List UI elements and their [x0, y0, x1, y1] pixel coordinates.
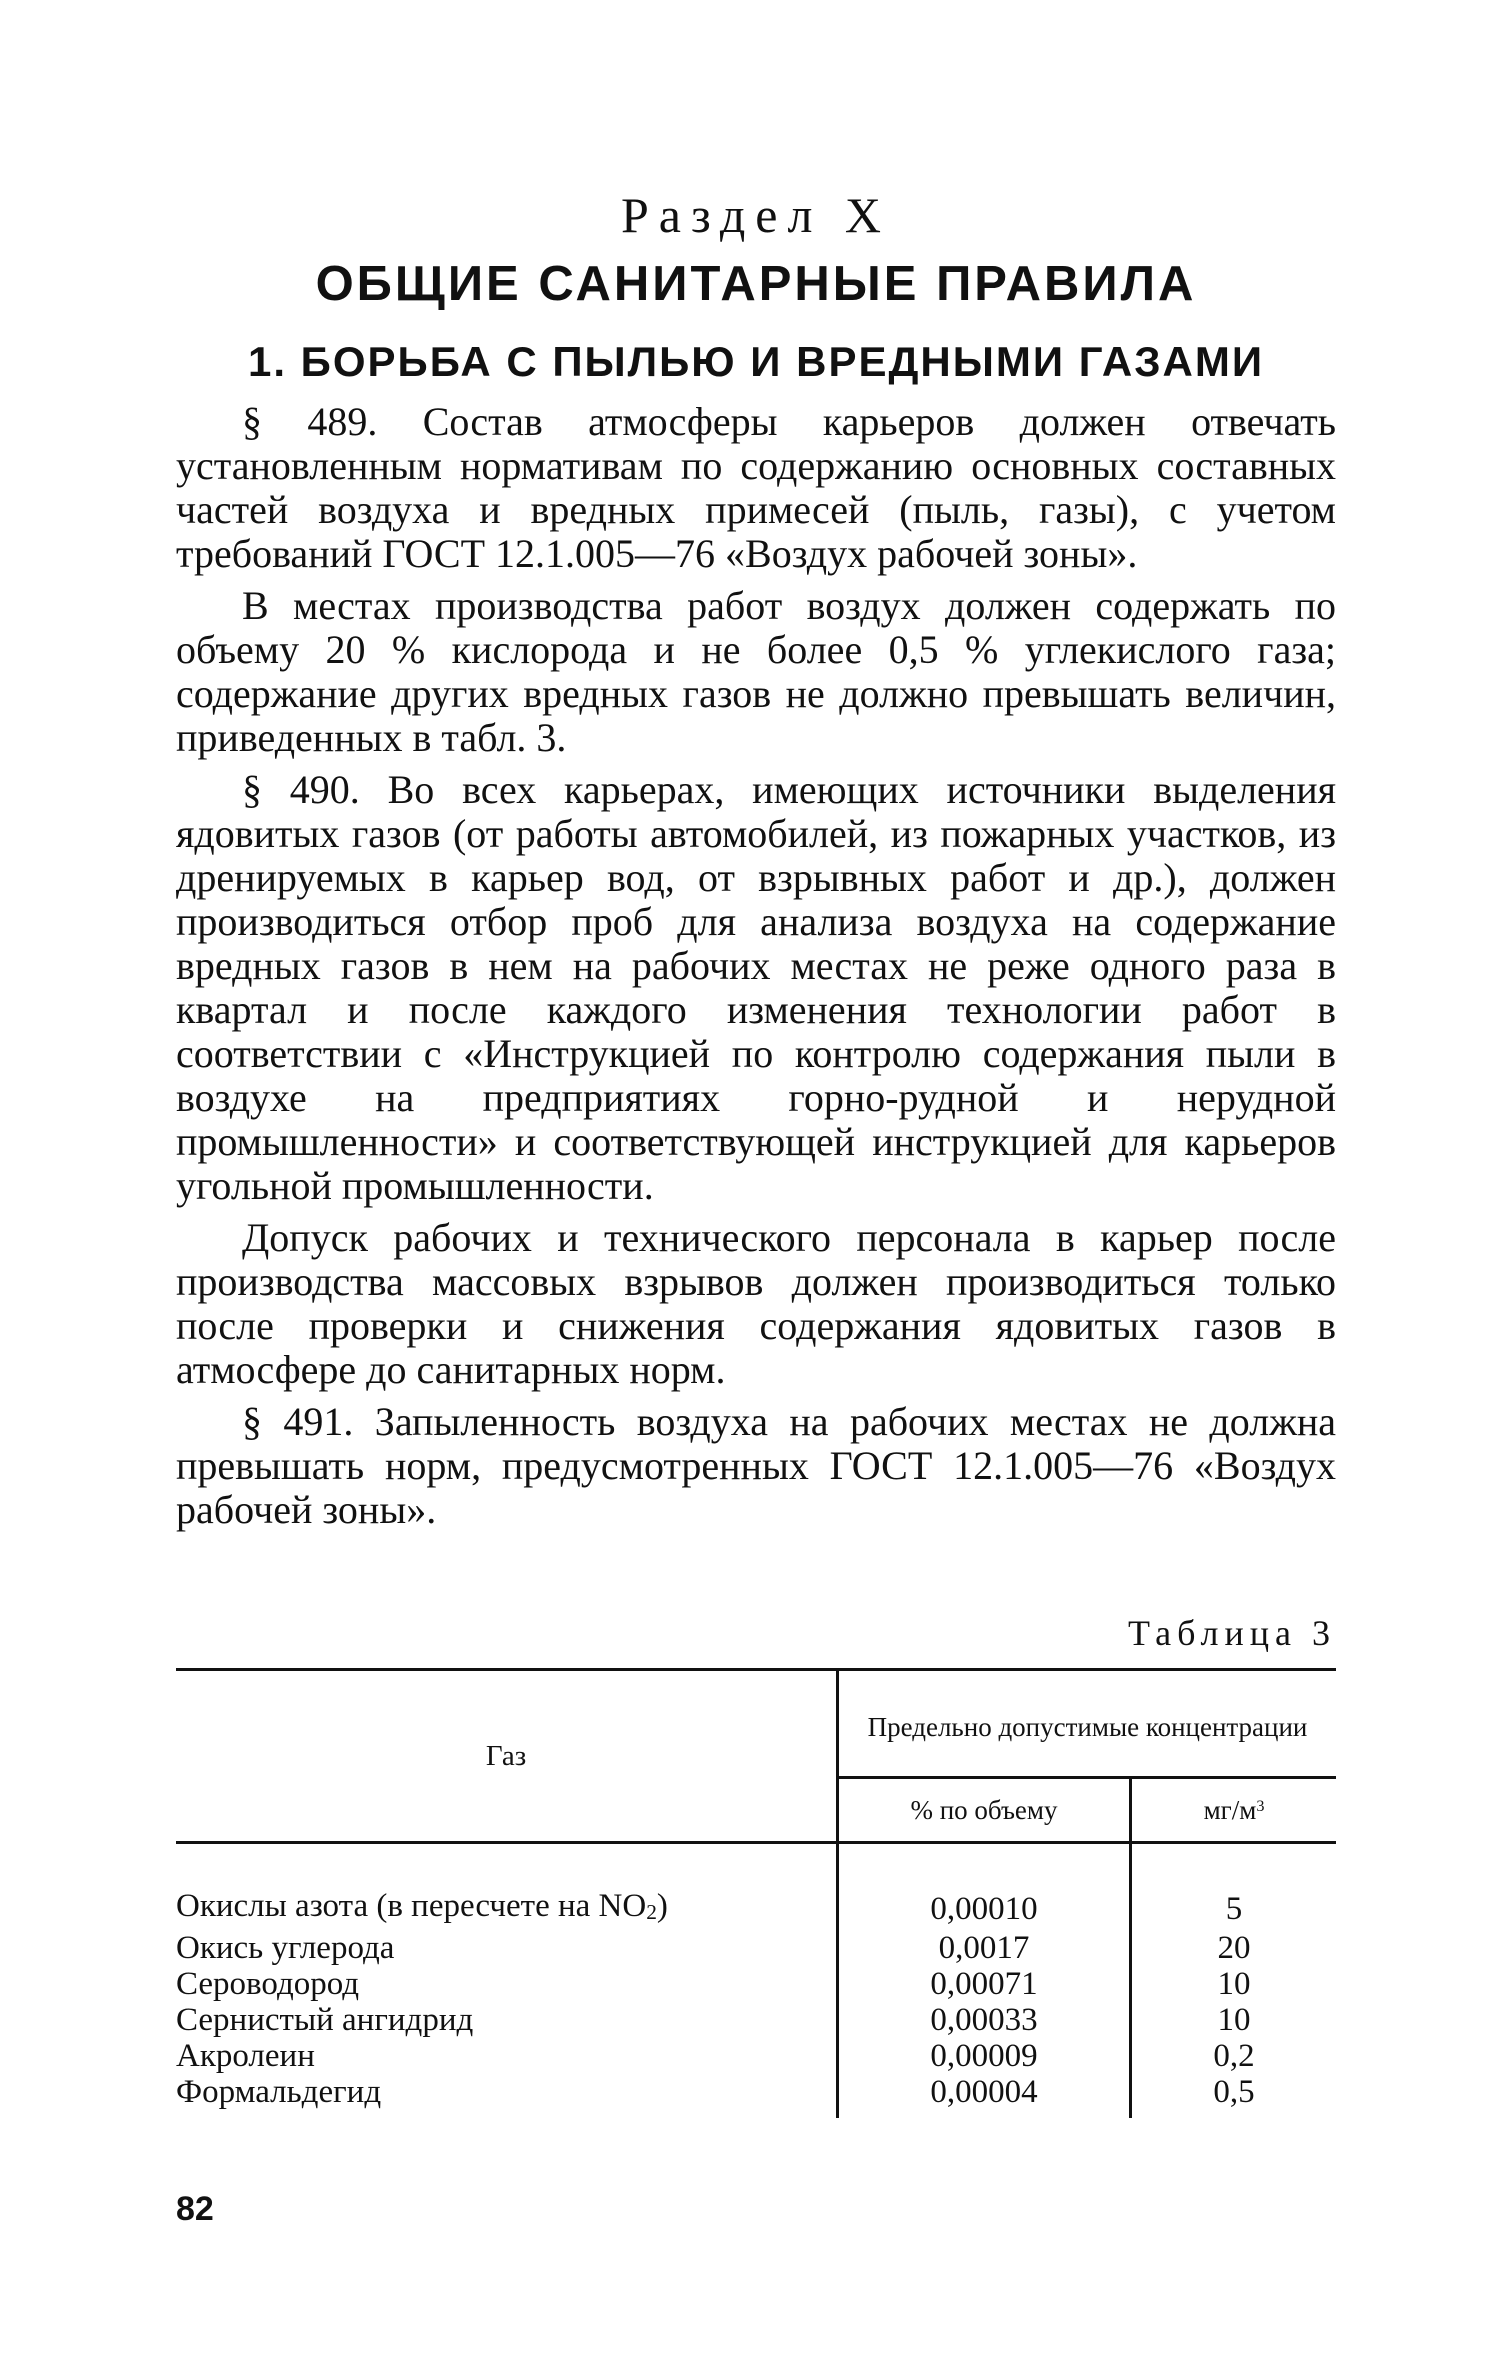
gas-name: Формальдегид — [176, 2074, 838, 2118]
body-text — [176, 400, 1336, 1540]
gas-name-tail: ) — [656, 1888, 668, 1924]
header-mg — [1131, 1778, 1337, 1843]
page-number: 82 — [176, 2190, 214, 2228]
mg-value: 5 — [1225, 1891, 1243, 1927]
volume-value: 0,00033 — [838, 2002, 1131, 2038]
mg-value: 10 — [1217, 1966, 1251, 2002]
table-row — [176, 2038, 1336, 2074]
chapter-subtitle: 1. БОРЬБА С ПЫЛЬЮ И ВРЕДНЫМИ ГАЗАМИ — [247, 338, 1265, 385]
mg-value: 20 — [1217, 1930, 1251, 1966]
table-caption: Таблица 3 — [1128, 1613, 1336, 1653]
header-gas: Газ — [176, 1670, 838, 1843]
header-mg-exponent: 3 — [1256, 1796, 1265, 1815]
volume-value: 0,00004 — [838, 2074, 1131, 2118]
gas-name: Сероводород — [176, 1966, 838, 2002]
mg-value: 10 — [1217, 2002, 1251, 2038]
volume-value: 0,00010 — [838, 1843, 1131, 1931]
header-limit: Предельно допустимые концентрации — [838, 1670, 1337, 1778]
gas-concentration-table — [176, 1668, 1336, 2118]
table-row — [176, 1843, 1336, 1931]
table-row — [176, 1966, 1336, 2002]
header-mg-unit: мг/м — [1203, 1794, 1257, 1825]
paragraph-491: § 491. Запыленность воздуха на рабочих местах не должна превышать норм, предусмотренных ГОСТ 12.1.005—76 «Воздух рабочей зоны». — [176, 1399, 1336, 1532]
gas-name: Окись углерода — [176, 1930, 838, 1966]
header-volume: % по объему — [838, 1778, 1131, 1843]
table-row — [176, 2002, 1336, 2038]
paragraph-oxygen-norms: В местах производства работ воздух должен содержать по объему 20 % кислорода и не более 0,5 % углекислого газа; содержание других вредных газов не должно превышать величин, приведенных в табл. 3. — [176, 583, 1336, 760]
paragraph-490: § 490. Во всех карьерах, имеющих источники выделения ядовитых газов (от работы автомобилей, из пожарных участков, из дренируемых в карьер вод, от взрывных работ и др.), должен производиться отбор проб для анализа воздуха на содержание вредных газов в нем на рабочих местах не реже одного раза в квартал и после каждого изменения технологии работ в соответствии с «Инструкцией по контролю содержания пыли в воздухе на предприятиях горно-рудной и нерудной промышленности» и соответствующей инструкцией для карьеров угольной промышленности. — [176, 767, 1336, 1208]
mg-value: 0,2 — [1213, 2038, 1255, 2074]
gas-name: Сернистый ангидрид — [176, 2002, 838, 2038]
section-label: Раздел X — [620, 187, 892, 243]
volume-value: 0,00009 — [838, 2038, 1131, 2074]
gas-name: Окислы азота (в пересчете на NO — [176, 1888, 647, 1924]
table-row — [176, 1930, 1336, 1966]
volume-value: 0,00071 — [838, 1966, 1131, 2002]
table-row — [176, 2074, 1336, 2118]
gas-name-cell — [176, 1843, 838, 1931]
mg-value: 0,5 — [1213, 2074, 1255, 2110]
paragraph-489: § 489. Состав атмосферы карьеров должен отвечать установленным нормативам по содержанию основных составных частей воздуха и вредных примесей (пыль, газы), с учетом требований ГОСТ 12.1.005—76 «Воздух рабочей зоны». — [176, 399, 1336, 576]
gas-name-subscript: 2 — [646, 1900, 657, 1924]
gas-name: Акролеин — [176, 2038, 838, 2074]
section-title: ОБЩИЕ САНИТАРНЫЕ ПРАВИЛА — [315, 257, 1197, 311]
paragraph-admission: Допуск рабочих и технического персонала в карьер после производства массовых взрывов должен производиться только после проверки и снижения содержания ядовитых газов в атмосфере до санитарных норм. — [176, 1215, 1336, 1392]
volume-value: 0,0017 — [838, 1930, 1131, 1966]
